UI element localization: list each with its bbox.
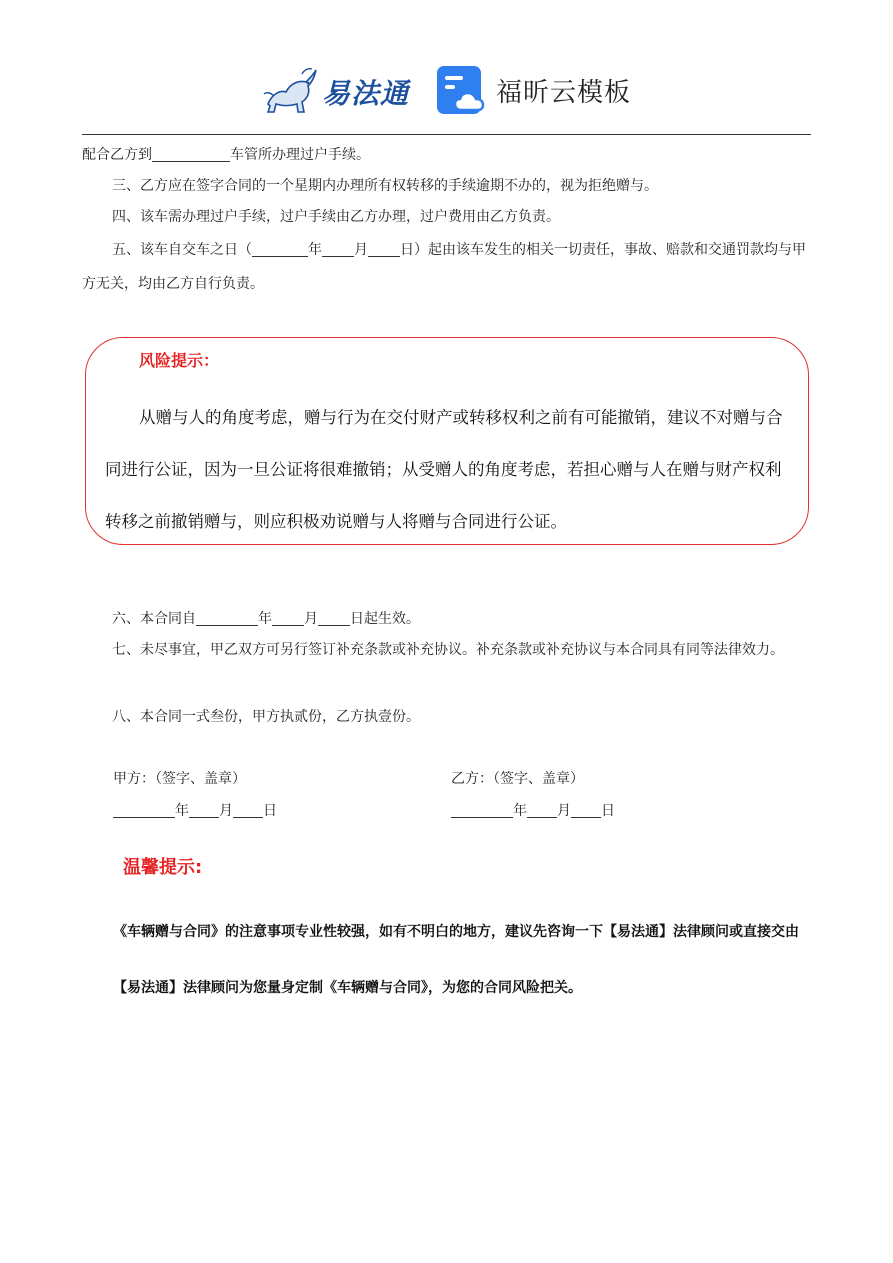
party-a-signature-label: 甲方：（签字、盖章）	[113, 771, 246, 787]
blank-month	[189, 801, 219, 818]
blank-day	[571, 801, 601, 818]
party-a-date	[113, 801, 277, 821]
clause-7: 七、未尽事宜，甲乙双方可另行签订补充条款或补充协议。补充条款或补充协议与本合同具有同等法律效力。	[112, 642, 784, 658]
page-header	[0, 60, 893, 120]
clause-text: 六、本合同自	[112, 611, 196, 627]
clause-3: 三、乙方应在签字合同的一个星期内办理所有权转移的手续逾期不办的，视为拒绝赠与。	[112, 178, 658, 194]
blank-year	[252, 240, 308, 257]
clause-text: 年	[258, 611, 272, 627]
clause-text: 日起生效。	[350, 611, 420, 627]
date-day-label: 日	[601, 803, 615, 819]
clause-text: 车管所办理过户手续。	[230, 147, 370, 163]
party-b-signature-label: 乙方：（签字、盖章）	[451, 771, 584, 787]
clause-text: 配合乙方到	[82, 147, 152, 163]
clause-5	[82, 233, 811, 301]
blank-month	[322, 240, 354, 257]
qilin-icon	[262, 64, 320, 116]
clause-8: 八、本合同一式叁份，甲方执贰份，乙方执壹份。	[112, 709, 420, 725]
blank-month	[272, 609, 304, 626]
date-month-label: 月	[219, 803, 233, 819]
logo-yifatong-text: 易法通	[322, 77, 410, 110]
warm-tip-title: 温馨提示:	[123, 857, 203, 878]
risk-tip-box	[85, 337, 809, 545]
logo-fuxin-text: 福昕云模板	[496, 78, 632, 108]
warm-tip-body: 《车辆赠与合同》的注意事项专业性较强，如有不明白的地方，建议先咨询一下【易法通】法律顾问或直接交由【易法通】法律顾问为您量身定制《车辆赠与合同》，为您的合同风险把关。	[113, 924, 799, 996]
header-divider	[82, 134, 811, 135]
risk-tip-body: 从赠与人的角度考虑，赠与行为在交付财产或转移权利之前有可能撤销，建议不对赠与合同进行公证，因为一旦公证将很难撤销；从受赠人的角度考虑，若担心赠与人在赠与财产权利转移之前撤销赠与，则应积极劝说赠与人将赠与合同进行公证。	[105, 408, 783, 531]
blank-year	[451, 801, 513, 818]
clause-text: 月	[304, 611, 318, 627]
clause-text: 五、该车自交车之日（	[112, 242, 252, 258]
clause-text: 年	[308, 242, 322, 258]
blank-day	[368, 240, 400, 257]
blank-month	[527, 801, 557, 818]
clause-continuation	[82, 138, 811, 172]
party-b-date	[451, 801, 615, 821]
blank-day	[233, 801, 263, 818]
yifatong-logo	[262, 64, 422, 116]
blank-year	[196, 609, 258, 626]
date-day-label: 日	[263, 803, 277, 819]
blank-line	[152, 145, 230, 162]
clause-6	[82, 602, 811, 636]
clause-text: 月	[354, 242, 368, 258]
risk-tip-title: 风险提示：	[139, 351, 220, 370]
blank-day	[318, 609, 350, 626]
date-month-label: 月	[557, 803, 571, 819]
date-year-label: 年	[513, 803, 527, 819]
blank-year	[113, 801, 175, 818]
date-year-label: 年	[175, 803, 189, 819]
clause-4: 四、该车需办理过户手续，过户手续由乙方办理，过户费用由乙方负责。	[112, 209, 560, 225]
clause-text: 日）起由该车发生的相关一切责任，事故、赔款和交通罚款均与甲方无关，均由乙方自行负责。	[82, 242, 806, 292]
cloud-document-icon	[435, 64, 487, 116]
